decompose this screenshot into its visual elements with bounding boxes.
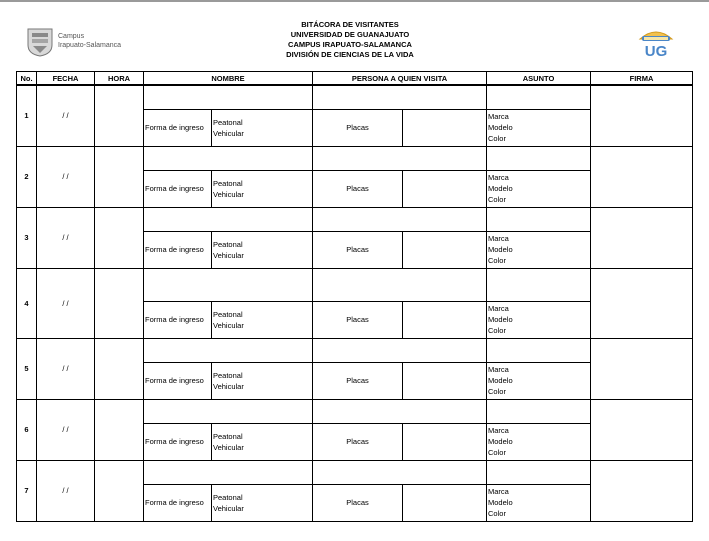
entry-visited-person-field[interactable]	[313, 460, 487, 484]
color-label: Color	[488, 134, 506, 143]
placas-field[interactable]	[403, 362, 487, 399]
peatonal-option[interactable]: Peatonal	[213, 178, 243, 188]
entry-date-field[interactable]: / /	[37, 460, 95, 521]
placas-field[interactable]	[403, 423, 487, 460]
header-line3: CAMPUS IRAPUATO-SALAMANCA	[288, 40, 412, 49]
vehicular-option[interactable]: Vehicular	[213, 381, 244, 391]
peatonal-option[interactable]: Peatonal	[213, 370, 243, 380]
vehicle-details	[487, 423, 591, 460]
campus-logo-line1: Campus	[58, 33, 85, 40]
access-mode-options[interactable]	[212, 362, 313, 399]
header-line2: UNIVERSIDAD DE GUANAJUATO	[290, 30, 410, 39]
access-mode-options[interactable]	[212, 484, 313, 521]
entry-number: 7	[17, 460, 37, 521]
entry-signature-field[interactable]	[591, 146, 693, 207]
vehicle-details	[487, 484, 591, 521]
modelo-label: Modelo	[488, 498, 513, 507]
marca-label: Marca	[488, 304, 509, 313]
entry-date-field[interactable]: / /	[37, 207, 95, 268]
entry-number: 2	[17, 146, 37, 207]
entry-date-field[interactable]: / /	[37, 268, 95, 338]
header-line4: DIVISIÓN DE CIENCIAS DE LA VIDA	[286, 50, 414, 59]
seal-icon	[24, 27, 56, 57]
color-label: Color	[488, 256, 506, 265]
forma-ingreso-label: Forma de ingreso	[144, 484, 212, 521]
modelo-label: Modelo	[488, 315, 513, 324]
entry-number: 5	[17, 338, 37, 399]
entry-visited-person-field[interactable]	[313, 207, 487, 231]
entry-signature-field[interactable]	[591, 399, 693, 460]
color-label: Color	[488, 326, 506, 335]
entry-time-field[interactable]	[95, 146, 144, 207]
entry-row-top	[17, 146, 693, 170]
forma-ingreso-label: Forma de ingreso	[144, 109, 212, 146]
placas-field[interactable]	[403, 231, 487, 268]
marca-label: Marca	[488, 112, 509, 121]
col-asunto: ASUNTO	[487, 72, 591, 86]
modelo-label: Modelo	[488, 184, 513, 193]
vehicle-details	[487, 301, 591, 338]
vehicle-details	[487, 170, 591, 207]
entry-date-field[interactable]: / /	[37, 399, 95, 460]
entry-visited-person-field[interactable]	[313, 268, 487, 301]
forma-ingreso-label: Forma de ingreso	[144, 362, 212, 399]
entry-name-field[interactable]	[144, 338, 313, 362]
marca-label: Marca	[488, 173, 509, 182]
entry-visited-person-field[interactable]	[313, 146, 487, 170]
entry-signature-field[interactable]	[591, 207, 693, 268]
entry-row-top	[17, 460, 693, 484]
entry-time-field[interactable]	[95, 338, 144, 399]
placas-label: Placas	[313, 109, 403, 146]
entry-visited-person-field[interactable]	[313, 85, 487, 109]
peatonal-option[interactable]: Peatonal	[213, 492, 243, 502]
entry-signature-field[interactable]	[591, 268, 693, 338]
peatonal-option[interactable]: Peatonal	[213, 431, 243, 441]
entry-subject-field[interactable]	[487, 338, 591, 362]
entry-row-top	[17, 207, 693, 231]
entry-subject-field[interactable]	[487, 460, 591, 484]
col-hora: HORA	[95, 72, 144, 86]
color-label: Color	[488, 509, 506, 518]
top-border	[0, 0, 709, 2]
access-mode-options[interactable]	[212, 170, 313, 207]
placas-label: Placas	[313, 484, 403, 521]
access-mode-options[interactable]	[212, 423, 313, 460]
entry-subject-field[interactable]	[487, 268, 591, 301]
color-label: Color	[488, 195, 506, 204]
forma-ingreso-label: Forma de ingreso	[144, 423, 212, 460]
entry-number: 6	[17, 399, 37, 460]
placas-field[interactable]	[403, 484, 487, 521]
modelo-label: Modelo	[488, 376, 513, 385]
table-header-row	[17, 72, 693, 86]
placas-field[interactable]	[403, 170, 487, 207]
entry-date-field[interactable]: / /	[37, 146, 95, 207]
entry-row-top	[17, 399, 693, 423]
entry-number: 3	[17, 207, 37, 268]
header-line1: BITÁCORA DE VISITANTES	[301, 20, 399, 29]
entry-subject-field[interactable]	[487, 207, 591, 231]
entry-subject-field[interactable]	[487, 85, 591, 109]
document-header	[200, 20, 500, 60]
vehicular-option[interactable]: Vehicular	[213, 189, 244, 199]
vehicular-option[interactable]: Vehicular	[213, 503, 244, 513]
modelo-label: Modelo	[488, 123, 513, 132]
entry-row-top	[17, 268, 693, 301]
vehicle-details	[487, 362, 591, 399]
peatonal-option[interactable]: Peatonal	[213, 309, 243, 319]
marca-label: Marca	[488, 365, 509, 374]
entry-number: 4	[17, 268, 37, 338]
vehicle-details	[487, 109, 591, 146]
entry-name-field[interactable]	[144, 268, 313, 301]
entry-signature-field[interactable]	[591, 338, 693, 399]
entry-visited-person-field[interactable]	[313, 399, 487, 423]
color-label: Color	[488, 448, 506, 457]
modelo-label: Modelo	[488, 437, 513, 446]
vehicular-option[interactable]: Vehicular	[213, 128, 244, 138]
col-persona: PERSONA A QUIEN VISITA	[313, 72, 487, 86]
ug-logo-icon	[636, 25, 676, 61]
access-mode-options[interactable]	[212, 109, 313, 146]
access-mode-options[interactable]	[212, 301, 313, 338]
vehicular-option[interactable]: Vehicular	[213, 250, 244, 260]
col-fecha: FECHA	[37, 72, 95, 86]
entry-name-field[interactable]	[144, 399, 313, 423]
entry-signature-field[interactable]	[591, 460, 693, 521]
forma-ingreso-label: Forma de ingreso	[144, 231, 212, 268]
entry-subject-field[interactable]	[487, 399, 591, 423]
entry-name-field[interactable]	[144, 146, 313, 170]
placas-label: Placas	[313, 170, 403, 207]
entry-row-top	[17, 85, 693, 109]
entry-row-top	[17, 338, 693, 362]
marca-label: Marca	[488, 426, 509, 435]
modelo-label: Modelo	[488, 245, 513, 254]
peatonal-option[interactable]: Peatonal	[213, 117, 243, 127]
visitor-log-table	[16, 71, 693, 522]
entry-signature-field[interactable]	[591, 85, 693, 146]
placas-label: Placas	[313, 423, 403, 460]
forma-ingreso-label: Forma de ingreso	[144, 301, 212, 338]
forma-ingreso-label: Forma de ingreso	[144, 170, 212, 207]
entry-subject-field[interactable]	[487, 146, 591, 170]
marca-label: Marca	[488, 487, 509, 496]
campus-logo-line2: Irapuato-Salamanca	[58, 42, 122, 49]
color-label: Color	[488, 387, 506, 396]
col-no: No.	[17, 72, 37, 86]
placas-field[interactable]	[403, 109, 487, 146]
entry-date-field[interactable]: / /	[37, 338, 95, 399]
entry-time-field[interactable]	[95, 268, 144, 338]
entry-time-field[interactable]	[95, 85, 144, 146]
entry-time-field[interactable]	[95, 399, 144, 460]
ug-logo-text: UG	[644, 43, 668, 60]
vehicular-option[interactable]: Vehicular	[213, 442, 244, 452]
entry-time-field[interactable]	[95, 460, 144, 521]
placas-label: Placas	[313, 231, 403, 268]
entry-name-field[interactable]	[144, 207, 313, 231]
vehicle-details	[487, 231, 591, 268]
placas-label: Placas	[313, 301, 403, 338]
vehicular-option[interactable]: Vehicular	[213, 320, 244, 330]
marca-label: Marca	[488, 234, 509, 243]
col-nombre: NOMBRE	[144, 72, 313, 86]
placas-label: Placas	[313, 362, 403, 399]
entry-time-field[interactable]	[95, 207, 144, 268]
col-firma: FIRMA	[591, 72, 693, 86]
entry-name-field[interactable]	[144, 460, 313, 484]
entry-name-field[interactable]	[144, 85, 313, 109]
access-mode-options[interactable]	[212, 231, 313, 268]
campus-logo-text	[58, 32, 121, 50]
peatonal-option[interactable]: Peatonal	[213, 239, 243, 249]
entry-date-field[interactable]: / /	[37, 85, 95, 146]
entry-visited-person-field[interactable]	[313, 338, 487, 362]
placas-field[interactable]	[403, 301, 487, 338]
entry-number: 1	[17, 85, 37, 146]
